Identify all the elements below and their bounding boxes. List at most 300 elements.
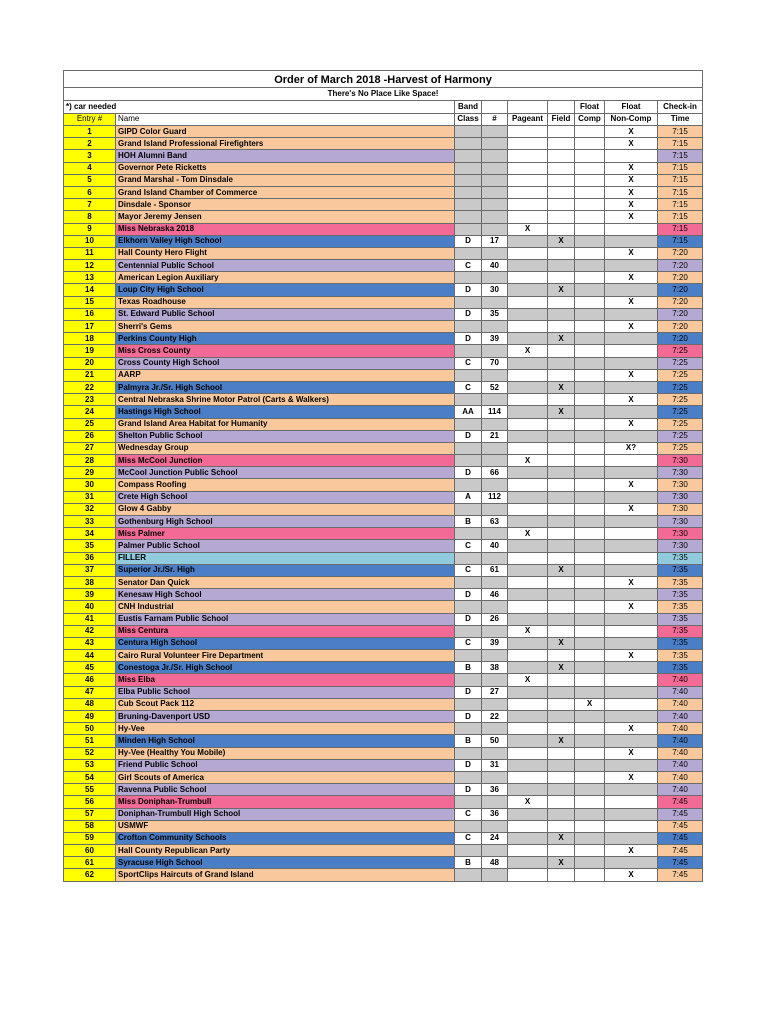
- band-size-cell: 46: [482, 589, 508, 601]
- field-cell: [548, 369, 575, 381]
- checkin-time-cell: 7:35: [658, 601, 703, 613]
- float-noncomp-cell: [605, 674, 658, 686]
- table-row: [64, 333, 703, 345]
- band-class-cell: D: [455, 467, 482, 479]
- float-noncomp-cell: X: [605, 296, 658, 308]
- entry-cell: 35: [64, 540, 116, 552]
- pageant-cell: [508, 479, 548, 491]
- order-of-march-table: [63, 70, 703, 882]
- name-cell: Sherri's Gems: [116, 321, 455, 333]
- pageant-cell: [508, 308, 548, 320]
- checkin-time-cell: 7:30: [658, 540, 703, 552]
- float-comp-cell: [575, 138, 605, 150]
- pageant-cell: [508, 296, 548, 308]
- table-row: [64, 564, 703, 576]
- name-cell: Governor Pete Ricketts: [116, 162, 455, 174]
- field-cell: [548, 820, 575, 832]
- float-noncomp-cell: X: [605, 126, 658, 138]
- name-cell: Hall County Hero Flight: [116, 247, 455, 259]
- band-class-cell: [455, 796, 482, 808]
- float-noncomp-cell: [605, 150, 658, 162]
- field-cell: [548, 211, 575, 223]
- band-class-cell: AA: [455, 406, 482, 418]
- field-cell: [548, 503, 575, 515]
- checkin-time-cell: 7:20: [658, 247, 703, 259]
- float-comp-cell: [575, 576, 605, 588]
- float-noncomp-cell: [605, 223, 658, 235]
- field-cell: X: [548, 832, 575, 844]
- checkin-time-cell: 7:35: [658, 552, 703, 564]
- entry-cell: 51: [64, 735, 116, 747]
- band-class-cell: C: [455, 808, 482, 820]
- name-cell: Texas Roadhouse: [116, 296, 455, 308]
- float-comp-cell: [575, 162, 605, 174]
- float-noncomp-cell: [605, 491, 658, 503]
- sheet-subtitle: There's No Place Like Space!: [64, 88, 703, 101]
- table-row: [64, 430, 703, 442]
- checkin-time-cell: 7:40: [658, 686, 703, 698]
- entry-cell: 22: [64, 381, 116, 393]
- float-noncomp-cell: [605, 308, 658, 320]
- band-size-cell: 22: [482, 711, 508, 723]
- entry-cell: 23: [64, 394, 116, 406]
- field-cell: [548, 296, 575, 308]
- entry-cell: 32: [64, 503, 116, 515]
- band-class-cell: [455, 528, 482, 540]
- name-cell: Cross County High School: [116, 357, 455, 369]
- float-noncomp-cell: [605, 735, 658, 747]
- field-cell: [548, 869, 575, 881]
- table-row: [64, 308, 703, 320]
- table-row: [64, 186, 703, 198]
- float-noncomp-cell: X: [605, 869, 658, 881]
- float-comp-cell: [575, 869, 605, 881]
- table-row: [64, 211, 703, 223]
- table-row: [64, 381, 703, 393]
- band-class-cell: D: [455, 711, 482, 723]
- band-size-cell: [482, 150, 508, 162]
- field-cell: [548, 650, 575, 662]
- table-row: [64, 296, 703, 308]
- band-size-cell: [482, 296, 508, 308]
- float-noncomp-cell: X: [605, 321, 658, 333]
- band-class-cell: [455, 503, 482, 515]
- float-comp-cell: [575, 528, 605, 540]
- entry-cell: 58: [64, 820, 116, 832]
- field-cell: [548, 528, 575, 540]
- name-cell: FILLER: [116, 552, 455, 564]
- band-size-cell: [482, 625, 508, 637]
- band-class-cell: C: [455, 637, 482, 649]
- entry-cell: 45: [64, 662, 116, 674]
- checkin-time-cell: 7:40: [658, 747, 703, 759]
- float-comp-cell: [575, 186, 605, 198]
- checkin-time-cell: 7:25: [658, 418, 703, 430]
- pageant-cell: [508, 503, 548, 515]
- field-cell: [548, 272, 575, 284]
- checkin-time-cell: 7:25: [658, 369, 703, 381]
- name-cell: Glow 4 Gabby: [116, 503, 455, 515]
- float-noncomp-cell: [605, 820, 658, 832]
- float-noncomp-cell: [605, 637, 658, 649]
- checkin-time-cell: 7:30: [658, 503, 703, 515]
- float-noncomp-cell: [605, 516, 658, 528]
- name-cell: McCool Junction Public School: [116, 467, 455, 479]
- entry-cell: 21: [64, 369, 116, 381]
- header-num: #: [482, 113, 508, 126]
- band-class-cell: [455, 369, 482, 381]
- field-cell: [548, 698, 575, 710]
- band-size-cell: [482, 223, 508, 235]
- header-entry: Entry #: [64, 113, 116, 126]
- band-size-cell: [482, 869, 508, 881]
- name-cell: Compass Roofing: [116, 479, 455, 491]
- pageant-cell: [508, 771, 548, 783]
- header-pageant-top: [508, 101, 548, 114]
- table-row: [64, 845, 703, 857]
- name-cell: CNH Industrial: [116, 601, 455, 613]
- checkin-time-cell: 7:35: [658, 564, 703, 576]
- float-noncomp-cell: X: [605, 723, 658, 735]
- checkin-time-cell: 7:35: [658, 625, 703, 637]
- field-cell: [548, 711, 575, 723]
- checkin-time-cell: 7:45: [658, 808, 703, 820]
- checkin-time-cell: 7:30: [658, 528, 703, 540]
- band-size-cell: [482, 723, 508, 735]
- entry-cell: 28: [64, 455, 116, 467]
- pageant-cell: [508, 418, 548, 430]
- float-comp-cell: [575, 467, 605, 479]
- table-row: [64, 150, 703, 162]
- name-cell: American Legion Auxiliary: [116, 272, 455, 284]
- checkin-time-cell: 7:35: [658, 589, 703, 601]
- field-cell: X: [548, 284, 575, 296]
- float-noncomp-cell: X: [605, 503, 658, 515]
- table-row: [64, 479, 703, 491]
- table-row: [64, 345, 703, 357]
- float-noncomp-cell: [605, 540, 658, 552]
- float-noncomp-cell: [605, 333, 658, 345]
- float-noncomp-cell: X: [605, 138, 658, 150]
- pageant-cell: [508, 394, 548, 406]
- name-cell: Miss Cross County: [116, 345, 455, 357]
- header-row-2: [64, 113, 703, 126]
- field-cell: [548, 601, 575, 613]
- band-class-cell: [455, 601, 482, 613]
- band-class-cell: [455, 625, 482, 637]
- band-size-cell: [482, 186, 508, 198]
- float-noncomp-cell: X: [605, 369, 658, 381]
- name-cell: Girl Scouts of America: [116, 771, 455, 783]
- pageant-cell: [508, 662, 548, 674]
- band-size-cell: [482, 199, 508, 211]
- band-class-cell: [455, 479, 482, 491]
- name-cell: Shelton Public School: [116, 430, 455, 442]
- table-row: [64, 394, 703, 406]
- band-class-cell: [455, 650, 482, 662]
- checkin-time-cell: 7:20: [658, 333, 703, 345]
- name-cell: Friend Public School: [116, 759, 455, 771]
- float-comp-cell: [575, 272, 605, 284]
- name-cell: Grand Island Chamber of Commerce: [116, 186, 455, 198]
- float-noncomp-cell: [605, 711, 658, 723]
- float-comp-cell: [575, 406, 605, 418]
- pageant-cell: [508, 747, 548, 759]
- field-cell: [548, 138, 575, 150]
- entry-cell: 6: [64, 186, 116, 198]
- pageant-cell: [508, 406, 548, 418]
- float-comp-cell: [575, 857, 605, 869]
- float-comp-cell: [575, 516, 605, 528]
- band-class-cell: D: [455, 589, 482, 601]
- band-class-cell: [455, 576, 482, 588]
- pageant-cell: [508, 284, 548, 296]
- table-row: [64, 857, 703, 869]
- checkin-time-cell: 7:25: [658, 430, 703, 442]
- band-size-cell: 38: [482, 662, 508, 674]
- checkin-time-cell: 7:35: [658, 576, 703, 588]
- field-cell: [548, 759, 575, 771]
- table-row: [64, 589, 703, 601]
- band-class-cell: [455, 138, 482, 150]
- header-name: Name: [116, 113, 455, 126]
- field-cell: [548, 455, 575, 467]
- checkin-time-cell: 7:45: [658, 832, 703, 844]
- band-size-cell: [482, 771, 508, 783]
- checkin-time-cell: 7:15: [658, 150, 703, 162]
- entry-cell: 48: [64, 698, 116, 710]
- field-cell: X: [548, 381, 575, 393]
- float-noncomp-cell: [605, 589, 658, 601]
- float-comp-cell: [575, 369, 605, 381]
- band-size-cell: 30: [482, 284, 508, 296]
- header-class: Class: [455, 113, 482, 126]
- pageant-cell: [508, 467, 548, 479]
- name-cell: Miss Centura: [116, 625, 455, 637]
- float-comp-cell: [575, 674, 605, 686]
- float-noncomp-cell: [605, 832, 658, 844]
- table-row: [64, 674, 703, 686]
- entry-cell: 56: [64, 796, 116, 808]
- pageant-cell: [508, 735, 548, 747]
- table-row: [64, 832, 703, 844]
- name-cell: Palmyra Jr./Sr. High School: [116, 381, 455, 393]
- band-size-cell: [482, 247, 508, 259]
- band-size-cell: [482, 394, 508, 406]
- band-size-cell: 63: [482, 516, 508, 528]
- field-cell: [548, 394, 575, 406]
- pageant-cell: [508, 857, 548, 869]
- float-comp-cell: [575, 223, 605, 235]
- band-class-cell: [455, 174, 482, 186]
- float-comp-cell: [575, 637, 605, 649]
- entry-cell: 13: [64, 272, 116, 284]
- name-cell: Central Nebraska Shrine Motor Patrol (Carts & Walkers): [116, 394, 455, 406]
- header-pageant: Pageant: [508, 113, 548, 126]
- pageant-cell: [508, 723, 548, 735]
- checkin-time-cell: 7:30: [658, 479, 703, 491]
- float-noncomp-cell: [605, 345, 658, 357]
- name-cell: Grand Marshal - Tom Dinsdale: [116, 174, 455, 186]
- entry-cell: 31: [64, 491, 116, 503]
- checkin-time-cell: 7:20: [658, 260, 703, 272]
- pageant-cell: X: [508, 625, 548, 637]
- pageant-cell: [508, 698, 548, 710]
- band-size-cell: [482, 418, 508, 430]
- name-cell: Centura High School: [116, 637, 455, 649]
- name-cell: Centennial Public School: [116, 260, 455, 272]
- band-class-cell: D: [455, 430, 482, 442]
- band-class-cell: [455, 418, 482, 430]
- name-cell: Perkins County High: [116, 333, 455, 345]
- table-row: [64, 455, 703, 467]
- float-noncomp-cell: X: [605, 199, 658, 211]
- band-size-cell: 27: [482, 686, 508, 698]
- pageant-cell: [508, 442, 548, 454]
- field-cell: [548, 345, 575, 357]
- table-row: [64, 650, 703, 662]
- entry-cell: 62: [64, 869, 116, 881]
- float-noncomp-cell: X: [605, 650, 658, 662]
- band-size-cell: [482, 126, 508, 138]
- entry-cell: 16: [64, 308, 116, 320]
- float-noncomp-cell: X: [605, 479, 658, 491]
- entry-cell: 14: [64, 284, 116, 296]
- header-num-top: [482, 101, 508, 114]
- name-cell: Hastings High School: [116, 406, 455, 418]
- checkin-time-cell: 7:45: [658, 869, 703, 881]
- float-noncomp-cell: [605, 662, 658, 674]
- field-cell: X: [548, 333, 575, 345]
- pageant-cell: [508, 711, 548, 723]
- header-float-comp-top: Float: [575, 101, 605, 114]
- entry-cell: 30: [64, 479, 116, 491]
- pageant-cell: [508, 650, 548, 662]
- header-band-top: Band: [455, 101, 482, 114]
- entry-cell: 9: [64, 223, 116, 235]
- pageant-cell: X: [508, 796, 548, 808]
- band-size-cell: 36: [482, 784, 508, 796]
- band-class-cell: B: [455, 516, 482, 528]
- band-class-cell: [455, 845, 482, 857]
- band-class-cell: [455, 455, 482, 467]
- band-size-cell: [482, 576, 508, 588]
- band-class-cell: [455, 150, 482, 162]
- float-comp-cell: [575, 832, 605, 844]
- band-size-cell: [482, 650, 508, 662]
- name-cell: Hy-Vee: [116, 723, 455, 735]
- name-cell: Wednesday Group: [116, 442, 455, 454]
- float-comp-cell: [575, 808, 605, 820]
- entry-cell: 34: [64, 528, 116, 540]
- pageant-cell: [508, 589, 548, 601]
- name-cell: Miss Palmer: [116, 528, 455, 540]
- band-class-cell: D: [455, 613, 482, 625]
- pageant-cell: [508, 784, 548, 796]
- float-noncomp-cell: [605, 528, 658, 540]
- float-noncomp-cell: X: [605, 601, 658, 613]
- checkin-time-cell: 7:40: [658, 771, 703, 783]
- float-noncomp-cell: X: [605, 162, 658, 174]
- field-cell: [548, 418, 575, 430]
- band-size-cell: 48: [482, 857, 508, 869]
- field-cell: [548, 625, 575, 637]
- field-cell: [548, 491, 575, 503]
- name-cell: St. Edward Public School: [116, 308, 455, 320]
- entry-cell: 61: [64, 857, 116, 869]
- band-size-cell: [482, 138, 508, 150]
- band-size-cell: [482, 528, 508, 540]
- name-cell: Grand Island Area Habitat for Humanity: [116, 418, 455, 430]
- table-row: [64, 747, 703, 759]
- name-cell: Crofton Community Schools: [116, 832, 455, 844]
- table-row: [64, 735, 703, 747]
- entry-cell: 26: [64, 430, 116, 442]
- band-class-cell: [455, 186, 482, 198]
- header-comp: Comp: [575, 113, 605, 126]
- float-comp-cell: [575, 845, 605, 857]
- table-row: [64, 406, 703, 418]
- checkin-time-cell: 7:15: [658, 162, 703, 174]
- entry-cell: 39: [64, 589, 116, 601]
- entry-cell: 29: [64, 467, 116, 479]
- band-class-cell: [455, 199, 482, 211]
- checkin-time-cell: 7:25: [658, 345, 703, 357]
- entry-cell: 53: [64, 759, 116, 771]
- car-needed-note: *) car needed: [64, 101, 455, 114]
- pageant-cell: [508, 162, 548, 174]
- float-comp-cell: [575, 418, 605, 430]
- band-size-cell: 39: [482, 333, 508, 345]
- table-row: [64, 442, 703, 454]
- band-size-cell: [482, 747, 508, 759]
- float-noncomp-cell: [605, 857, 658, 869]
- pageant-cell: [508, 564, 548, 576]
- field-cell: [548, 126, 575, 138]
- band-class-cell: [455, 247, 482, 259]
- float-noncomp-cell: [605, 430, 658, 442]
- band-size-cell: 50: [482, 735, 508, 747]
- entry-cell: 1: [64, 126, 116, 138]
- table-row: [64, 662, 703, 674]
- name-cell: Superior Jr./Sr. High: [116, 564, 455, 576]
- pageant-cell: [508, 174, 548, 186]
- float-noncomp-cell: [605, 381, 658, 393]
- float-comp-cell: [575, 491, 605, 503]
- pageant-cell: [508, 845, 548, 857]
- float-comp-cell: [575, 759, 605, 771]
- band-size-cell: [482, 455, 508, 467]
- pageant-cell: [508, 138, 548, 150]
- float-noncomp-cell: [605, 698, 658, 710]
- table-row: [64, 784, 703, 796]
- pageant-cell: [508, 272, 548, 284]
- entry-cell: 46: [64, 674, 116, 686]
- checkin-time-cell: 7:20: [658, 321, 703, 333]
- entry-cell: 5: [64, 174, 116, 186]
- band-class-cell: [455, 223, 482, 235]
- entry-cell: 7: [64, 199, 116, 211]
- float-comp-cell: [575, 820, 605, 832]
- name-cell: Bruning-Davenport USD: [116, 711, 455, 723]
- band-class-cell: B: [455, 735, 482, 747]
- entry-cell: 60: [64, 845, 116, 857]
- entry-cell: 55: [64, 784, 116, 796]
- float-comp-cell: [575, 333, 605, 345]
- band-class-cell: C: [455, 564, 482, 576]
- name-cell: Conestoga Jr./Sr. High School: [116, 662, 455, 674]
- float-noncomp-cell: X?: [605, 442, 658, 454]
